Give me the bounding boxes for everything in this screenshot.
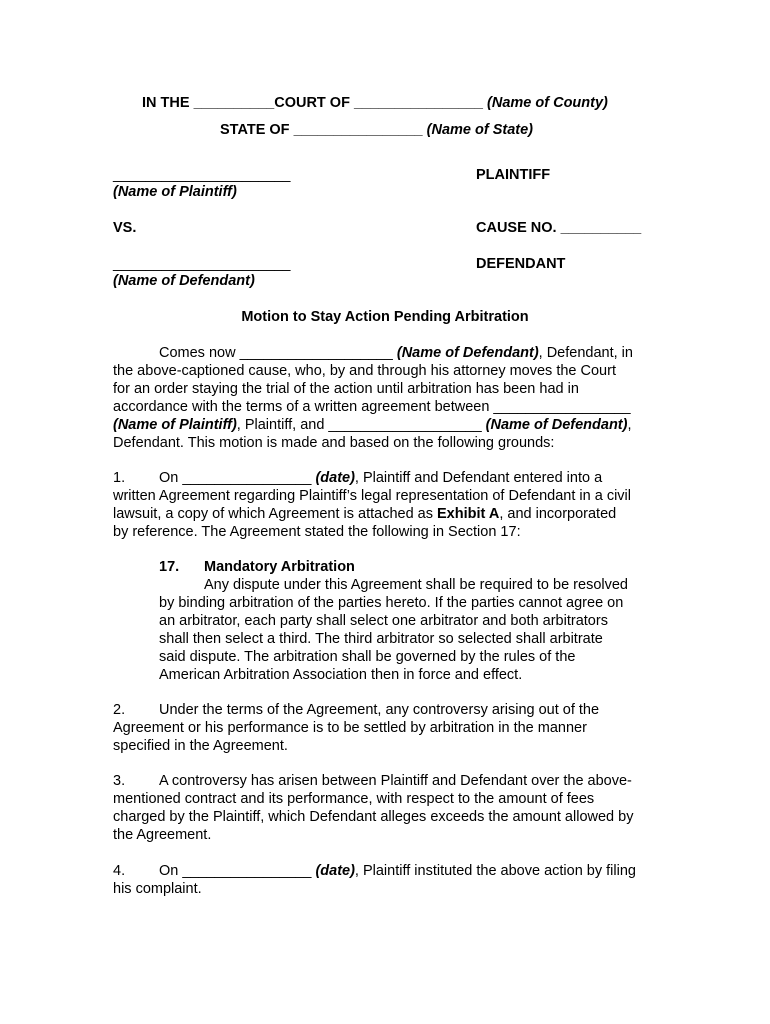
exhibit-label: Exhibit A <box>437 506 500 522</box>
para-2-line-1: Under the terms of the Agreement, any controversy arising out of the <box>159 702 600 718</box>
para-3-line-4: the Agreement. <box>113 827 212 843</box>
para-text: , and incorporated <box>499 506 617 522</box>
county-blank: ________________ <box>353 95 483 111</box>
defendant-name-blank: ___________________ <box>239 345 393 361</box>
state-prefix: STATE OF <box>220 122 290 138</box>
versus: VS. <box>113 220 137 236</box>
plaintiff-name-label: (Name of Plaintiff) <box>113 417 237 433</box>
para-1-line-2: written Agreement regarding Plaintiff’s legal representation of Defendant in a civil <box>113 488 631 504</box>
para-3-line-3: charged by the Plaintiff, which Defendant alleges exceeds the amount allowed by <box>113 809 634 825</box>
intro-line-6: Defendant. This motion is made and based on the following grounds: <box>113 435 555 451</box>
section-17-number: 17. <box>159 559 180 575</box>
intro-text: , <box>627 417 632 433</box>
cause-label: CAUSE NO. <box>476 220 557 236</box>
para-4-line-2: his complaint. <box>113 881 202 897</box>
state-line <box>220 121 533 139</box>
para-2-line-3: specified in the Agreement. <box>113 738 288 754</box>
plaintiff-role: PLAINTIFF <box>476 167 551 183</box>
state-label: (Name of State) <box>426 122 533 138</box>
motion-title: Motion to Stay Action Pending Arbitration <box>241 309 529 325</box>
cause-number <box>476 219 641 237</box>
date-label: (date) <box>315 863 355 879</box>
quote-line-2: by binding arbitration of the parties hereto. If the parties cannot agree on <box>159 595 624 611</box>
quote-line-4: shall then select a third. The third arbitrator so selected shall arbitrate <box>159 631 603 647</box>
intro-line-1 <box>159 344 633 362</box>
para-1-line-1 <box>159 469 602 487</box>
defendant-name-label: (Name of Defendant) <box>396 345 539 361</box>
para-2-number: 2. <box>113 702 126 718</box>
date-label: (date) <box>315 470 355 486</box>
intro-text: , Defendant, in <box>538 345 633 361</box>
para-4-number: 4. <box>113 863 126 879</box>
plaintiff-blank: ______________________ <box>113 167 291 183</box>
cause-blank: __________ <box>560 220 642 236</box>
court-line <box>142 94 608 112</box>
para-3-line-2: mentioned contract and its performance, with respect to the amount of fees <box>113 791 595 807</box>
court-word: COURT OF <box>274 95 350 111</box>
para-text: On ________________ <box>159 863 316 879</box>
intro-line-2: the above-captioned cause, who, by and through his attorney moves the Court <box>113 363 616 379</box>
county-label: (Name of County) <box>487 95 608 111</box>
intro-line-3: for an order staying the trial of the action until arbitration has been had in <box>113 381 579 397</box>
court-prefix: IN THE <box>142 95 190 111</box>
defendant-name-label: (Name of Defendant) <box>485 417 628 433</box>
para-1-line-4: by reference. The Agreement stated the following in Section 17: <box>113 524 521 540</box>
para-4-line-1 <box>159 862 636 880</box>
para-text: lawsuit, a copy of which Agreement is attached as <box>113 506 438 522</box>
para-text: On ________________ <box>159 470 316 486</box>
defendant-label: (Name of Defendant) <box>113 273 255 289</box>
para-2-line-2: Agreement or his performance is to be settled by arbitration in the manner <box>113 720 587 736</box>
quote-line-6: American Arbitration Association then in force and effect. <box>159 667 523 683</box>
quote-line-3: an arbitrator, each party shall select one arbitrator and both arbitrators <box>159 613 608 629</box>
intro-text: Comes now <box>159 345 240 361</box>
intro-text: , Plaintiff, and ___________________ <box>236 417 486 433</box>
plaintiff-label: (Name of Plaintiff) <box>113 184 237 200</box>
intro-line-4: accordance with the terms of a written agreement between _________________ <box>113 399 631 415</box>
defendant-role: DEFENDANT <box>476 256 566 272</box>
para-1-line-3 <box>113 505 616 523</box>
para-text: , Plaintiff and Defendant entered into a <box>354 470 603 486</box>
section-17-heading: Mandatory Arbitration <box>204 559 355 575</box>
court-blank: __________ <box>193 95 275 111</box>
para-text: , Plaintiff instituted the above action by filing <box>354 863 636 879</box>
quote-line-5: said dispute. The arbitration shall be governed by the rules of the <box>159 649 576 665</box>
intro-line-5 <box>113 416 632 434</box>
quote-line-1: Any dispute under this Agreement shall be required to be resolved <box>204 577 628 593</box>
state-blank: ________________ <box>293 122 423 138</box>
para-1-number: 1. <box>113 470 126 486</box>
para-3-number: 3. <box>113 773 126 789</box>
defendant-blank: ______________________ <box>113 256 291 272</box>
para-3-line-1: A controversy has arisen between Plaintiff and Defendant over the above- <box>159 773 632 789</box>
